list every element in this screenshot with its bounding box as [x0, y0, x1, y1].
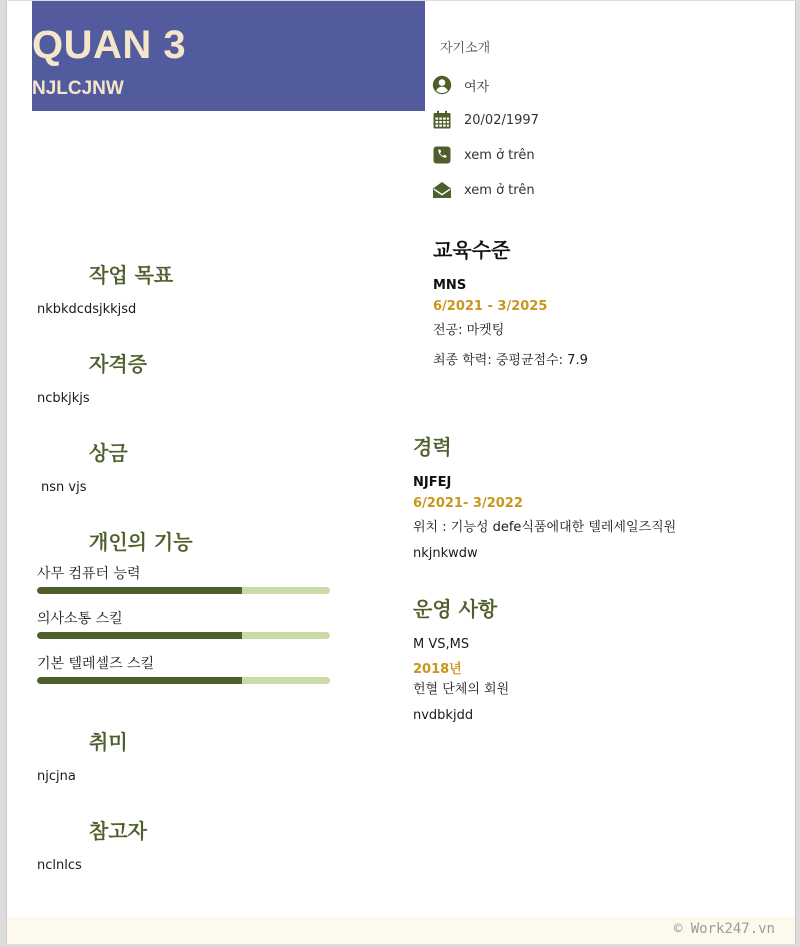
awards-heading: 상금 [89, 441, 128, 465]
skill-bar-fill [37, 677, 242, 684]
certificates-text: ncbkjkjs [37, 391, 90, 406]
calendar-icon [431, 109, 453, 131]
activities-role: 헌혈 단체의 회원 [413, 682, 510, 697]
contact-text: xem ở trên [464, 182, 535, 198]
skill-label: 의사소통 스킬 [37, 611, 123, 627]
experience-company: NJFEJ [413, 475, 452, 490]
contact-text: xem ở trên [464, 147, 535, 163]
education-school: MNS [433, 278, 467, 293]
contact-phone [431, 143, 535, 167]
objective-heading: 작업 목표 [89, 263, 174, 287]
skills-heading: 개인의 기능 [89, 530, 193, 554]
hobbies-heading: 취미 [89, 730, 128, 754]
envelope-icon [431, 179, 453, 201]
hobbies-text: njcjna [37, 769, 76, 784]
education-major: 전공: 마켓팅 [433, 323, 505, 338]
candidate-title: NJLCJNW [32, 78, 124, 99]
contact-text: 20/02/1997 [464, 112, 539, 128]
experience-position: 위치 : 기능성 defe식품에대한 텔레세일즈직원 [413, 520, 677, 535]
contact-gender [431, 73, 489, 97]
activities-heading: 운영 사항 [413, 597, 498, 621]
experience-detail: nkjnkwdw [413, 546, 478, 561]
skill-bar-fill [37, 632, 242, 639]
activities-detail: nvdbkjdd [413, 708, 474, 723]
skill-label: 기본 텔레셀즈 스킬 [37, 656, 155, 672]
phone-icon [431, 144, 453, 166]
education-gpa: 최종 학력: 중평균점수: 7.9 [433, 353, 588, 368]
activities-year: 2018년 [413, 662, 462, 677]
contact-birthday [431, 108, 539, 132]
skill-bar-fill [37, 587, 242, 594]
skill-label: 사무 컴퓨터 능력 [37, 566, 141, 582]
references-text: nclnlcs [37, 858, 82, 873]
contact-email [431, 178, 535, 202]
candidate-name: QUAN 3 [32, 23, 187, 67]
references-heading: 참고자 [89, 819, 147, 843]
education-period: 6/2021 - 3/2025 [433, 299, 548, 314]
user-icon [431, 74, 453, 96]
objective-text: nkbkdcdsjkkjsd [37, 302, 137, 317]
experience-period: 6/2021- 3/2022 [413, 496, 523, 511]
skill-bar [37, 677, 330, 684]
awards-text: nsn vjs [41, 480, 87, 495]
intro-label: 자기소개 [440, 41, 491, 56]
education-heading: 교육수준 [433, 238, 511, 262]
skill-bar [37, 587, 330, 594]
skill-bar [37, 632, 330, 639]
activities-org: M VS,MS [413, 637, 470, 652]
name-banner [32, 1, 425, 111]
certificates-heading: 자격증 [89, 352, 147, 376]
copyright-text: © Work247.vn [673, 921, 775, 937]
contact-text: 여자 [464, 79, 490, 95]
experience-heading: 경력 [413, 435, 452, 459]
cv-page [6, 1, 796, 944]
footer [7, 917, 795, 944]
